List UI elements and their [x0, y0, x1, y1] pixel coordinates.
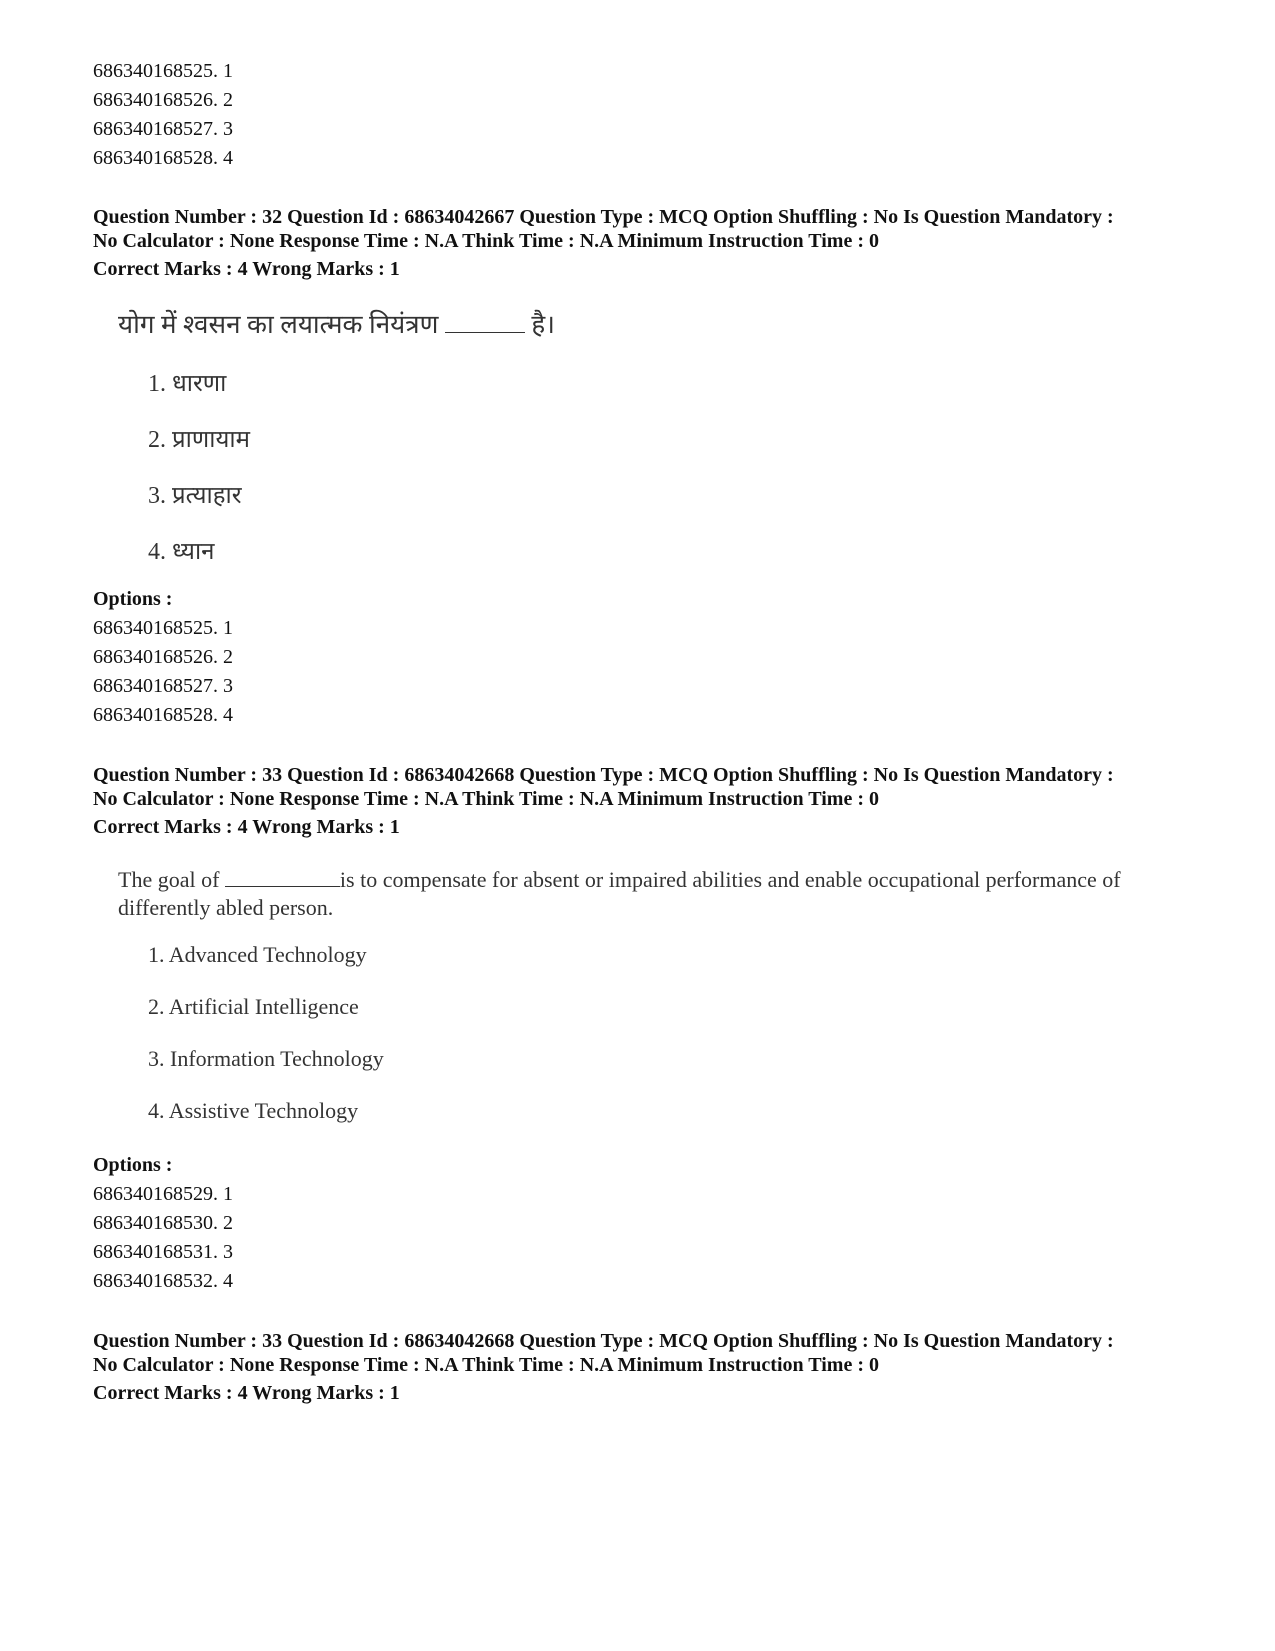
- option-line: 686340168528. 4: [93, 704, 233, 726]
- option-line: 686340168528. 4: [93, 147, 233, 169]
- question-33-choice-2: 2. Artificial Intelligence: [148, 994, 359, 1019]
- question-header-line1: Question Number : 32 Question Id : 68634042667 Question Type : MCQ Option Shuffling : No Is Question Mandatory :: [93, 206, 1114, 228]
- question-text-after: is to compensate for absent or impaired abilities and enable occupational performance of differently abled person.: [118, 867, 1121, 920]
- option-line: 686340168529. 1: [93, 1183, 233, 1205]
- options-label: Options :: [93, 588, 173, 610]
- question-32-choice-2: 2. प्राणायाम: [148, 427, 250, 453]
- question-32-choice-1: 1. धारणा: [148, 371, 227, 397]
- question-text-after: है।: [524, 310, 556, 339]
- question-32-text: [118, 310, 555, 340]
- option-line: 686340168525. 1: [93, 617, 233, 639]
- question-33-options: [93, 1151, 1213, 1296]
- question-33-repeat-header: [93, 1329, 1213, 1408]
- question-32-choice-4: 4. ध्यान: [148, 539, 215, 565]
- option-line: 686340168532. 4: [93, 1270, 233, 1292]
- question-33-choice-1: 1. Advanced Technology: [148, 942, 367, 967]
- option-line: 686340168530. 2: [93, 1212, 233, 1234]
- question-33-text: [118, 864, 1193, 922]
- question-33-header: [93, 763, 1213, 842]
- question-text-before: The goal of: [118, 867, 225, 892]
- option-line: 686340168526. 2: [93, 646, 233, 668]
- options-label: Options :: [93, 1154, 173, 1176]
- question-32-options: [93, 585, 1213, 730]
- question-marks: Correct Marks : 4 Wrong Marks : 1: [93, 258, 400, 280]
- question-blank: [225, 864, 340, 887]
- question-33-choice-3: 3. Information Technology: [148, 1046, 384, 1071]
- question-header-line2: No Calculator : None Response Time : N.A Think Time : N.A Minimum Instruction Time : 0: [93, 1354, 879, 1376]
- question-header-line2: No Calculator : None Response Time : N.A Think Time : N.A Minimum Instruction Time : 0: [93, 230, 879, 252]
- question-32-choice-3: 3. प्रत्याहार: [148, 483, 242, 509]
- option-line: 686340168527. 3: [93, 118, 233, 140]
- top-options-list: [93, 57, 1213, 173]
- option-line: 686340168526. 2: [93, 89, 233, 111]
- question-32-header: [93, 205, 1213, 284]
- question-marks: Correct Marks : 4 Wrong Marks : 1: [93, 816, 400, 838]
- option-line: 686340168527. 3: [93, 675, 233, 697]
- question-header-line2: No Calculator : None Response Time : N.A Think Time : N.A Minimum Instruction Time : 0: [93, 788, 879, 810]
- question-blank: [445, 310, 525, 333]
- question-33-choice-4: 4. Assistive Technology: [148, 1098, 359, 1123]
- question-header-line1: Question Number : 33 Question Id : 68634042668 Question Type : MCQ Option Shuffling : No Is Question Mandatory :: [93, 1330, 1114, 1352]
- option-line: 686340168531. 3: [93, 1241, 233, 1263]
- question-header-line1: Question Number : 33 Question Id : 68634042668 Question Type : MCQ Option Shuffling : No Is Question Mandatory :: [93, 764, 1114, 786]
- question-text-before: योग में श्वसन का लयात्मक नियंत्रण: [118, 310, 445, 339]
- question-marks: Correct Marks : 4 Wrong Marks : 1: [93, 1382, 400, 1404]
- option-line: 686340168525. 1: [93, 60, 233, 82]
